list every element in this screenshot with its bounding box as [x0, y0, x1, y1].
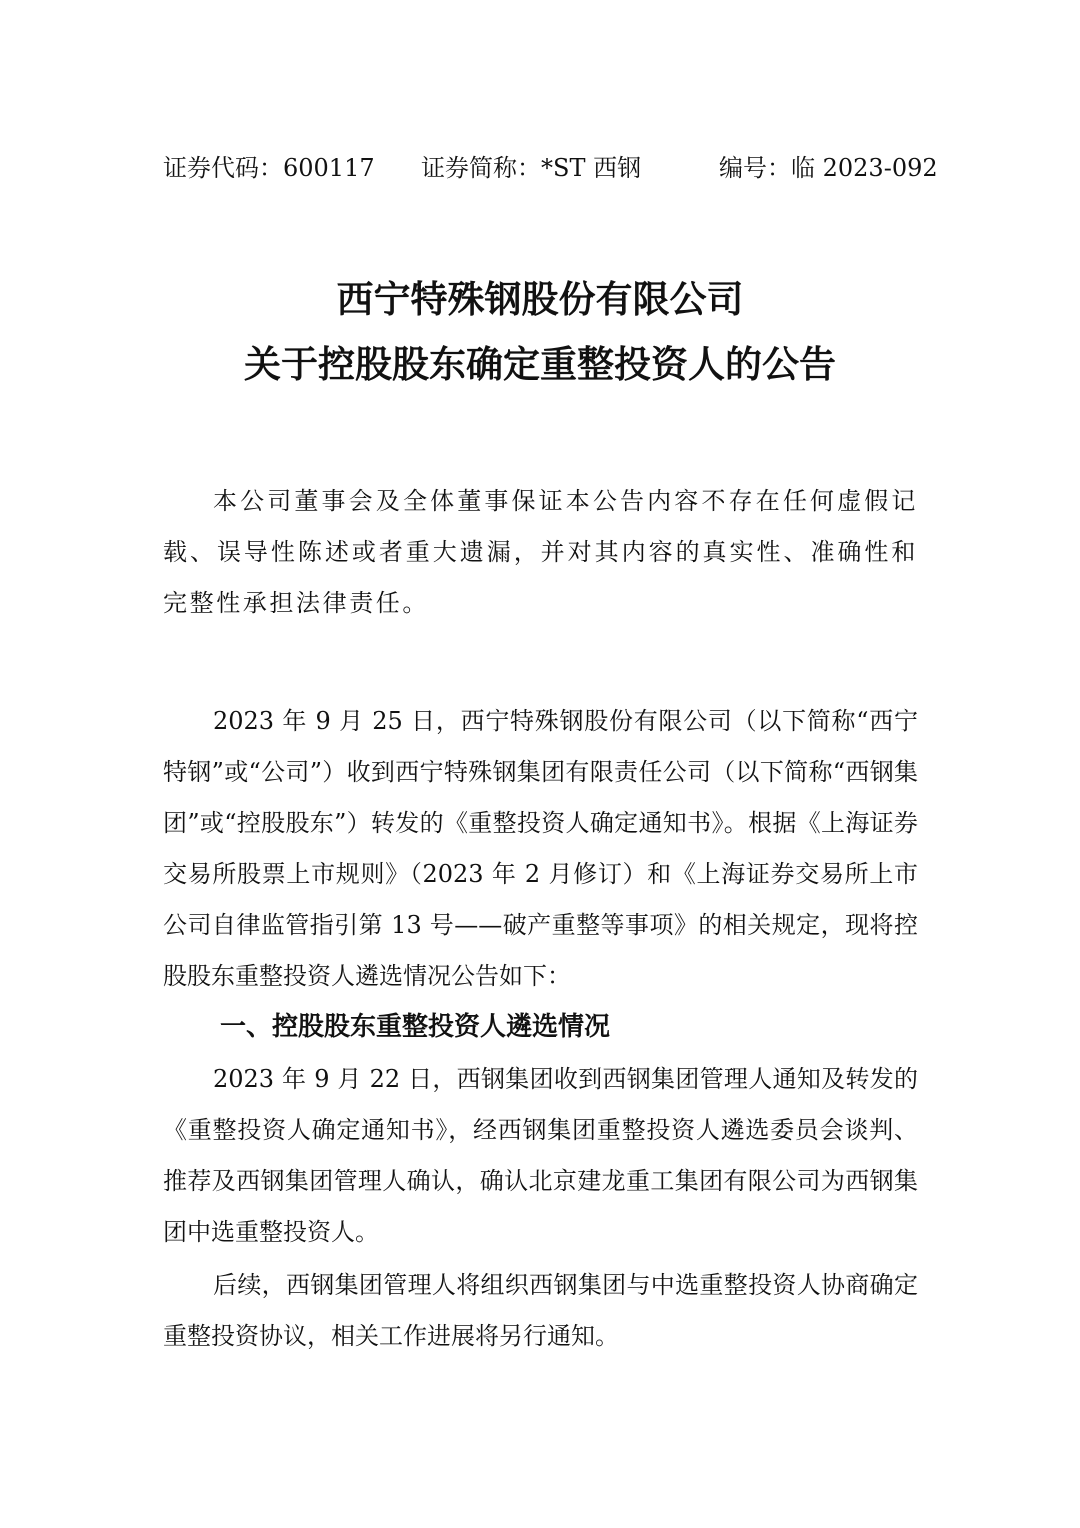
intro-paragraph: 2023 年 9 月 25 日，西宁特殊钢股份有限公司（以下简称“西宁特钢”或“公司”）收到西宁特殊钢集团有限责任公司（以下简称“西钢集团”或“控股股东”）转发的《重整投资人确定通知书》。根据《上海证券交易所股票上市规则》（2023 年 2 月修订）和《上海证券交易所上市公司自律监管指引第 13 号——破产重整等事项》的相关规定，现将控股股东重整投资人遴选情况公告如下： — [163, 707, 918, 990]
section-1-paragraph: 2023 年 9 月 22 日，西钢集团收到西钢集团管理人通知及转发的《重整投资人确定通知书》，经西钢集团重整投资人遴选委员会谈判、推荐及西钢集团管理人确认，确认北京建龙重工集团有限公司为西钢集团中选重整投资人。 — [163, 1065, 918, 1246]
title-company-name: 西宁特殊钢股份有限公司 — [336, 278, 744, 321]
announcement-number: 编号：临 2023-092 — [719, 154, 938, 182]
board-statement: 本公司董事会及全体董事保证本公告内容不存在任何虚假记载、误导性陈述或者重大遗漏，并对其内容的真实性、准确性和完整性承担法律责任。 — [163, 487, 918, 617]
stock-code: 证券代码：600117 — [163, 154, 375, 182]
announcement-header — [163, 148, 938, 188]
follow-up-paragraph: 后续，西钢集团管理人将组织西钢集团与中选重整投资人协商确定重整投资协议，相关工作进展将另行通知。 — [163, 1271, 918, 1350]
section-1-heading: 一、控股股东重整投资人遴选情况 — [220, 1012, 611, 1042]
stock-short-name: 证券简称：*ST 西钢 — [421, 154, 642, 182]
title-subject: 关于控股股东确定重整投资人的公告 — [244, 343, 836, 386]
